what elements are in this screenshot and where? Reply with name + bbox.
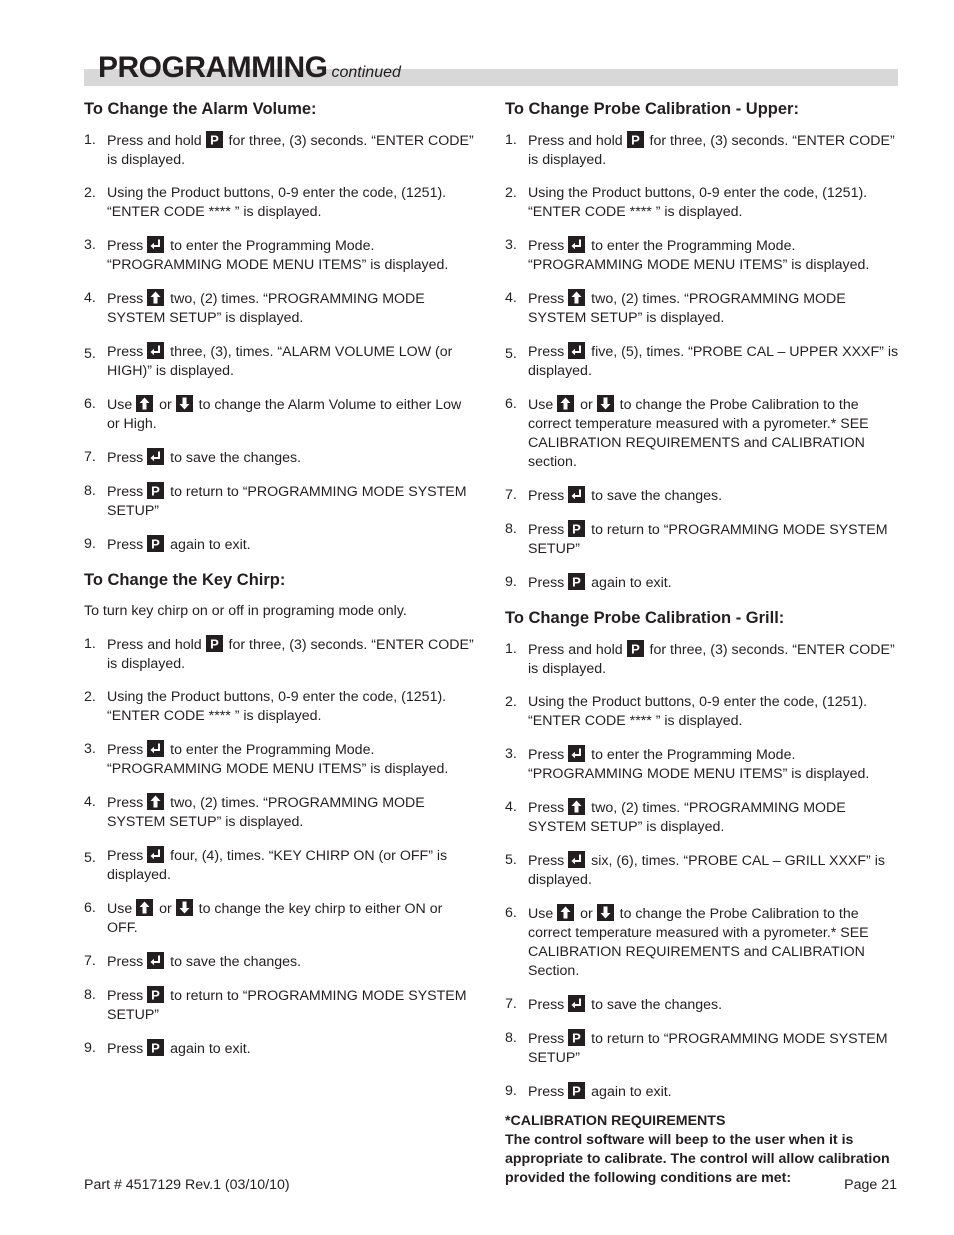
page-header bbox=[84, 52, 898, 86]
svg-text:P: P bbox=[572, 1083, 582, 1099]
list-item: 4. Press two, (2) times. “PROGRAMMING MODE SYSTEM SETUP” is displayed. bbox=[84, 794, 425, 830]
enter-key-icon bbox=[147, 448, 164, 465]
list-item: 9. Press P again to exit. bbox=[84, 1040, 251, 1057]
enter-key-icon bbox=[568, 342, 585, 359]
list-item: 9. Press P again to exit. bbox=[505, 574, 672, 591]
up-arrow-key-icon bbox=[136, 395, 153, 412]
enter-key-icon bbox=[147, 846, 164, 863]
page-subtitle: continued bbox=[331, 64, 401, 81]
list-item: 6. Use or to change the Probe Calibration to the correct temperature measured with a pyrometer.* SEE CALIBRATION REQUIREMENTS and CALIBRATION section. bbox=[505, 396, 869, 470]
enter-key-icon bbox=[568, 995, 585, 1012]
up-arrow-key-icon bbox=[147, 793, 164, 810]
list-item: 1. Press and hold P for three, (3) seconds. “ENTER CODE” is displayed. bbox=[505, 641, 895, 677]
svg-text:P: P bbox=[209, 636, 219, 652]
list-item: 4. Press two, (2) times. “PROGRAMMING MODE SYSTEM SETUP” is displayed. bbox=[505, 799, 846, 835]
list-item: 6. Use or to change the key chirp to either ON or OFF. bbox=[84, 900, 443, 936]
svg-text:P: P bbox=[572, 1030, 582, 1046]
grill-steps bbox=[505, 640, 900, 1102]
list-item: 1. Press and hold P for three, (3) seconds. “ENTER CODE” is displayed. bbox=[84, 132, 474, 168]
list-item: 3. Press to enter the Programming Mode. “PROGRAMMING MODE MENU ITEMS” is displayed. bbox=[505, 746, 870, 782]
section-heading-upper: To Change Probe Calibration - Upper: bbox=[505, 100, 799, 118]
list-item: 7. Press to save the changes. bbox=[505, 487, 723, 504]
svg-text:P: P bbox=[630, 132, 640, 148]
section-heading-alarm: To Change the Alarm Volume: bbox=[84, 100, 317, 118]
section-heading-grill: To Change Probe Calibration - Grill: bbox=[505, 609, 785, 627]
enter-key-icon bbox=[568, 486, 585, 503]
down-arrow-key-icon bbox=[176, 899, 193, 916]
svg-text:P: P bbox=[151, 1040, 161, 1056]
svg-text:P: P bbox=[151, 536, 161, 552]
p-key-icon bbox=[568, 1082, 585, 1099]
p-key-icon bbox=[568, 520, 585, 537]
enter-key-icon bbox=[147, 236, 164, 253]
calibration-requirements bbox=[505, 1112, 900, 1188]
svg-text:P: P bbox=[151, 483, 161, 499]
list-item: 4. Press two, (2) times. “PROGRAMMING MODE SYSTEM SETUP” is displayed. bbox=[84, 290, 425, 326]
list-item: 4. Press two, (2) times. “PROGRAMMING MODE SYSTEM SETUP” is displayed. bbox=[505, 290, 846, 326]
calibration-title: *CALIBRATION REQUIREMENTS bbox=[505, 1113, 726, 1129]
list-item: 8. Press P to return to “PROGRAMMING MODE SYSTEM SETUP” bbox=[505, 521, 888, 557]
list-item: 3. Press to enter the Programming Mode. “PROGRAMMING MODE MENU ITEMS” is displayed. bbox=[84, 237, 449, 273]
enter-key-icon bbox=[147, 952, 164, 969]
right-column bbox=[505, 98, 900, 1188]
upper-steps bbox=[505, 131, 900, 593]
list-item: 9. Press P again to exit. bbox=[84, 536, 251, 553]
chirp-intro: To turn key chirp on or off in programing mode only. bbox=[84, 603, 407, 619]
p-key-icon bbox=[147, 986, 164, 1003]
page-number: Page 21 bbox=[844, 1177, 897, 1193]
up-arrow-key-icon bbox=[557, 904, 574, 921]
list-item: 5. Press four, (4), times. “KEY CHIRP ON (or OFF” is displayed. bbox=[84, 848, 448, 883]
up-arrow-key-icon bbox=[568, 289, 585, 306]
svg-text:P: P bbox=[572, 521, 582, 537]
p-key-icon bbox=[147, 535, 164, 552]
list-item: 8. Press P to return to “PROGRAMMING MODE SYSTEM SETUP” bbox=[84, 483, 467, 519]
list-item: 7. Press to save the changes. bbox=[84, 449, 302, 466]
enter-key-icon bbox=[147, 342, 164, 359]
list-item: 9. Press P again to exit. bbox=[505, 1083, 672, 1100]
up-arrow-key-icon bbox=[568, 798, 585, 815]
list-item: 7. Press to save the changes. bbox=[505, 996, 723, 1013]
list-item: 6. Use or to change the Alarm Volume to either Low or High. bbox=[84, 396, 462, 432]
down-arrow-key-icon bbox=[597, 904, 614, 921]
alarm-steps bbox=[84, 131, 476, 555]
list-item: 5. Press five, (5), times. “PROBE CAL – UPPER XXXF” is displayed. bbox=[505, 344, 899, 379]
part-number: Part # 4517129 Rev.1 (03/10/10) bbox=[84, 1177, 290, 1193]
svg-text:P: P bbox=[209, 132, 219, 148]
svg-text:P: P bbox=[630, 641, 640, 657]
up-arrow-key-icon bbox=[557, 395, 574, 412]
list-item: 5. Press six, (6), times. “PROBE CAL – GRILL XXXF” is displayed. bbox=[505, 852, 885, 888]
list-item: 5. Press three, (3), times. “ALARM VOLUME LOW (or HIGH)” is displayed. bbox=[84, 344, 453, 379]
svg-text:P: P bbox=[572, 574, 582, 590]
list-item: 3. Press to enter the Programming Mode. “PROGRAMMING MODE MENU ITEMS” is displayed. bbox=[505, 237, 870, 273]
list-item: 7. Press to save the changes. bbox=[84, 953, 302, 970]
p-key-icon bbox=[568, 573, 585, 590]
list-item: 8. Press P to return to “PROGRAMMING MODE SYSTEM SETUP” bbox=[84, 987, 467, 1023]
list-item: 2. Using the Product buttons, 0-9 enter the code, (1251). “ENTER CODE **** ” is displayed. bbox=[505, 694, 868, 729]
list-item: 2. Using the Product buttons, 0-9 enter the code, (1251). “ENTER CODE **** ” is displayed. bbox=[84, 185, 447, 220]
calibration-text: The control software will beep to the user when it is appropriate to calibrate. The control will allow calibration provided the following conditions are met: bbox=[505, 1132, 890, 1186]
up-arrow-key-icon bbox=[147, 289, 164, 306]
chirp-steps bbox=[84, 635, 476, 1059]
enter-key-icon bbox=[147, 740, 164, 757]
list-item: 8. Press P to return to “PROGRAMMING MODE SYSTEM SETUP” bbox=[505, 1030, 888, 1066]
list-item: 6. Use or to change the Probe Calibration to the correct temperature measured with a pyrometer.* SEE CALIBRATION REQUIREMENTS and CALIBRATION Section. bbox=[505, 905, 869, 979]
enter-key-icon bbox=[568, 851, 585, 868]
p-key-icon bbox=[147, 482, 164, 499]
down-arrow-key-icon bbox=[597, 395, 614, 412]
up-arrow-key-icon bbox=[136, 899, 153, 916]
p-key-icon bbox=[206, 131, 223, 148]
p-key-icon bbox=[147, 1039, 164, 1056]
left-column bbox=[84, 98, 476, 1073]
p-key-icon bbox=[627, 640, 644, 657]
enter-key-icon bbox=[568, 745, 585, 762]
page-title: PROGRAMMING continued bbox=[98, 51, 401, 84]
p-key-icon bbox=[206, 635, 223, 652]
list-item: 2. Using the Product buttons, 0-9 enter the code, (1251). “ENTER CODE **** ” is displayed. bbox=[84, 689, 447, 724]
enter-key-icon bbox=[568, 236, 585, 253]
list-item: 3. Press to enter the Programming Mode. “PROGRAMMING MODE MENU ITEMS” is displayed. bbox=[84, 741, 449, 777]
list-item: 1. Press and hold P for three, (3) seconds. “ENTER CODE” is displayed. bbox=[505, 132, 895, 168]
down-arrow-key-icon bbox=[176, 395, 193, 412]
svg-text:P: P bbox=[151, 987, 161, 1003]
p-key-icon bbox=[568, 1029, 585, 1046]
section-heading-chirp: To Change the Key Chirp: bbox=[84, 571, 286, 589]
list-item: 1. Press and hold P for three, (3) seconds. “ENTER CODE” is displayed. bbox=[84, 636, 474, 672]
list-item: 2. Using the Product buttons, 0-9 enter the code, (1251). “ENTER CODE **** ” is displayed. bbox=[505, 185, 868, 220]
p-key-icon bbox=[627, 131, 644, 148]
